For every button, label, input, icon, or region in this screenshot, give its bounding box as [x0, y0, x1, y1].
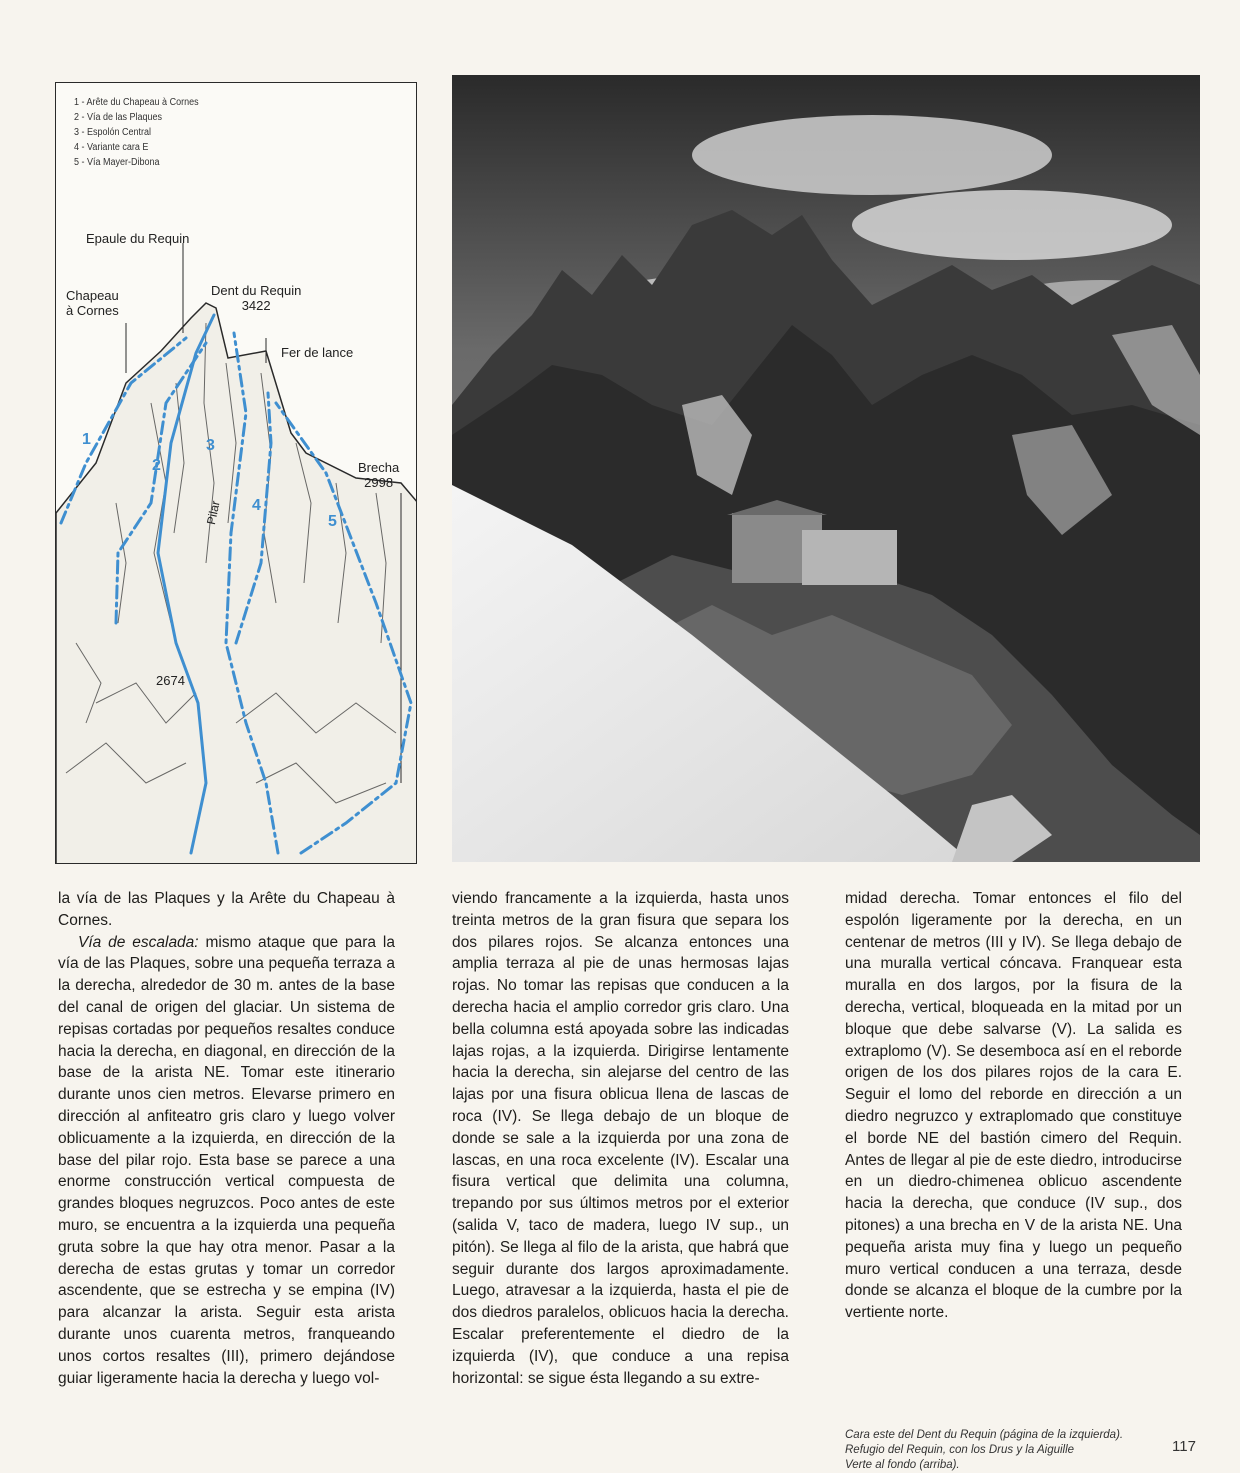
mountain-photo — [452, 75, 1200, 862]
label-dent-du-requin — [211, 283, 301, 313]
route-heading: Vía de escalada: — [78, 933, 199, 951]
photo-illustration — [452, 75, 1200, 862]
legend-item: 5 - Vía Mayer-Dibona — [74, 157, 160, 168]
caption-line: Verte al fondo (arriba). — [845, 1459, 960, 1471]
caption-line: Cara este del Dent du Requin (página de la izquierda). — [845, 1429, 1124, 1441]
route-number-3: 3 — [206, 437, 215, 454]
photo-caption — [845, 1428, 1205, 1473]
route-number-5: 5 — [328, 513, 337, 530]
legend-item: 4 - Variante cara E — [74, 142, 149, 153]
route-number-1: 1 — [82, 431, 91, 448]
paragraph-climbing-route — [58, 932, 395, 1390]
label-dent-altitude: 3422 — [241, 298, 271, 313]
text-column-2 — [452, 888, 789, 1389]
label-chapeau-line1: Chapeau — [66, 288, 119, 303]
legend-item: 3 - Espolón Central — [74, 127, 152, 138]
paragraph-col2: viendo francamente a la izquierda, hasta unos treinta metros de la gran fisura que separa los dos pilares rojos. Se alcanza entonces una amplia terraza al pie de unas hermosas lajas rojas. No tomar las repisas que conducen a la derecha hacia el amplio corredor gris claro. Una bella columna está apoyada sobre las indicadas lajas rojas, a la izquierda. Dirigirse lentamente hacia la derecha, sin alejarse del centro de las lajas por una fisura oblicua llena de lascas de roca (IV). Se llega debajo de un bloque de donde se sale a la izquierda por una zona de lascas, en una roca excelente (IV). Escalar una fisura vertical que delimita una columna, trepando por sus últimos metros por el exterior (salida V, taco de madera, luego IV sup., un pitón). Se llega al filo de la arista, que habrá que seguir durante dos largos aproximadamente. Luego, atravesar a la izquierda, hasta el pie de dos diedros paralelos, oblicuos hacia la derecha. Escalar preferentemente el diedro de la izquierda (IV), que conduce a una repisa horizontal: se sigue ésta llegando a su extre- — [452, 890, 789, 1387]
page-number: 117 — [1172, 1438, 1196, 1455]
route-topo-diagram — [55, 82, 417, 864]
route-number-2: 2 — [152, 457, 161, 474]
label-chapeau — [66, 288, 119, 318]
route-number-4: 4 — [252, 497, 261, 514]
label-fer-de-lance: Fer de lance — [281, 345, 354, 360]
label-dent-name: Dent du Requin — [211, 283, 302, 298]
legend-item: 1 - Arête du Chapeau à Cornes — [74, 97, 199, 108]
route-description: mismo ataque que para la vía de las Plaques, sobre una pequeña terraza a la derecha, alrededor de 30 m. antes de la base del canal de origen del glaciar. Un sistema de repisas cortadas por pequeños resaltes conduce hacia la derecha, en diagonal, en dirección de la base de la arista NE. Tomar este itinerario durante unos cien metros. Elevarse primero en dirección al anfiteatro gris claro y luego volver oblicuamente a la izquierda, en dirección de la base del pilar rojo. Esta base se parece a una enorme construcción vertical compuesta de grandes bloques negruzcos. Poco antes de este muro, se encuentra a la izquierda una pequeña gruta sobre la que hay otra menor. Pasar a la derecha de estas grutas y tomar un corredor ascendente, que se estrecha y se empina (IV) para alcanzar la arista. Seguir esta arista durante unos cuarenta metros, franqueando unos cortos resaltes (III), primero dejándose guiar ligeramente hacia la derecha y luego vol- — [58, 933, 395, 1387]
topo-legend — [74, 95, 212, 170]
paragraph-lead: la vía de las Plaques y la Arête du Chapeau à Cornes. — [58, 890, 395, 929]
legend-item: 2 - Vía de las Plaques — [74, 112, 163, 123]
label-chapeau-line2: à Cornes — [66, 303, 119, 318]
label-pilar: Pilar — [204, 499, 223, 526]
label-brecha — [358, 460, 399, 490]
label-epaule: Epaule du Requin — [86, 231, 190, 246]
text-column-3 — [845, 888, 1182, 1324]
label-brecha-altitude: 2998 — [364, 475, 394, 490]
label-brecha-name: Brecha — [358, 460, 400, 475]
label-base-altitude: 2674 — [156, 673, 185, 688]
caption-line: Refugio del Requin, con los Drus y la Aiguille — [845, 1444, 1075, 1456]
text-column-1 — [58, 888, 395, 1389]
paragraph-col3: midad derecha. Tomar entonces el filo del espolón ligeramente por la derecha, en un centenar de metros (III y IV). Se llega debajo de una muralla vertical cóncava. Franquear esta muralla en dos largos, por la fisura de la derecha, vertical, bloqueada en la mitad por un bloque que debe salvarse (V). La salida es extraplomo (V). Se desemboca así en el reborde origen de los dos pilares rojos de la cara E. Seguir el lomo del reborde en dirección a un diedro negruzco y extraplomado que constituye el borde NE del bastión cimero del Requin. Antes de llegar al pie de este diedro, introducirse en un diedro-chimenea oblicuo ascendente hacia la derecha, que conduce (IV sup., dos pitones) a una brecha en V de la arista NE. Una pequeña arista muy fina y luego un pequeño muro vertical conducen a una terraza, desde donde se alcanza el bloque de la cumbre por la vertiente norte. — [845, 890, 1182, 1322]
